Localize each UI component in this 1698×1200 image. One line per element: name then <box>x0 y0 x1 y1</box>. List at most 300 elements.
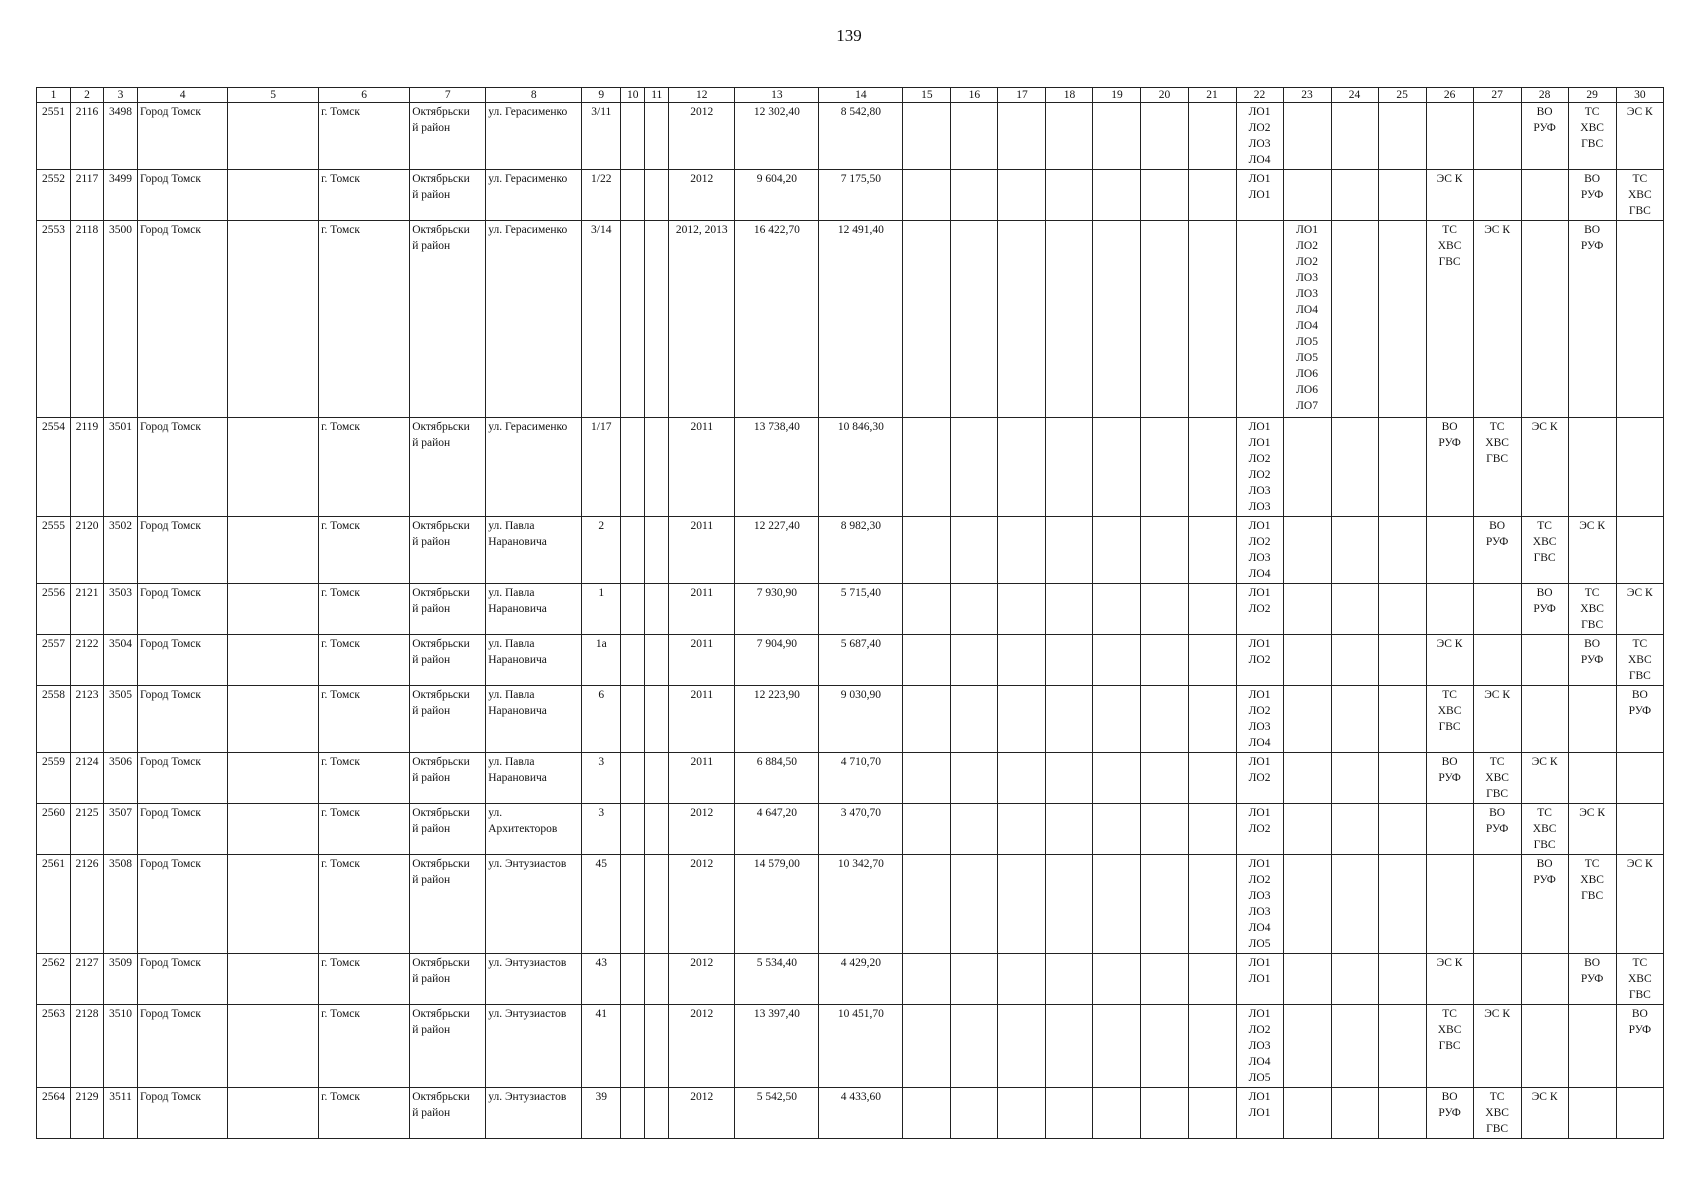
table-cell <box>621 418 645 517</box>
table-cell: ТС ХВС ГВС <box>1473 418 1521 517</box>
table-cell: Город Томск <box>138 517 228 584</box>
table-cell: Город Томск <box>138 954 228 1005</box>
table-cell <box>998 804 1046 855</box>
table-cell <box>951 517 998 584</box>
table-cell <box>1188 635 1236 686</box>
table-cell: ТС ХВС ГВС <box>1426 1005 1473 1088</box>
table-cell <box>228 635 319 686</box>
table-cell: ЛО1 ЛО2 ЛО3 ЛО4 <box>1236 103 1283 170</box>
table-cell <box>998 170 1046 221</box>
table-cell <box>1093 517 1141 584</box>
table-cell: Город Томск <box>138 855 228 954</box>
column-header: 6 <box>319 88 410 103</box>
table-cell <box>1283 753 1331 804</box>
table-cell <box>1283 170 1331 221</box>
table-cell: 6 <box>582 686 621 753</box>
table-cell: ЛО1 ЛО2 <box>1236 753 1283 804</box>
table-cell <box>1378 103 1426 170</box>
table-cell <box>228 517 319 584</box>
table-cell <box>1283 517 1331 584</box>
table-cell <box>1331 635 1378 686</box>
table-cell <box>1046 753 1093 804</box>
column-header: 11 <box>645 88 669 103</box>
table-cell: г. Томск <box>319 855 410 954</box>
table-cell: 12 491,40 <box>819 221 903 418</box>
table-cell <box>1141 1088 1188 1139</box>
table-cell: 43 <box>582 954 621 1005</box>
table-cell <box>1568 686 1616 753</box>
table-cell <box>1331 686 1378 753</box>
table-row <box>37 584 1664 635</box>
table-cell <box>645 221 669 418</box>
table-cell: 2012 <box>669 170 735 221</box>
table-cell: ул. Энтузиастов <box>486 855 582 954</box>
table-cell <box>1141 753 1188 804</box>
table-cell: ЭС К <box>1521 1088 1568 1139</box>
table-cell: г. Томск <box>319 517 410 584</box>
table-cell <box>998 418 1046 517</box>
table-cell <box>903 584 951 635</box>
table-cell: 2012 <box>669 103 735 170</box>
table-cell: Октябрьски й район <box>410 855 486 954</box>
table-cell: 5 542,50 <box>735 1088 819 1139</box>
table-cell: ВО РУФ <box>1426 418 1473 517</box>
table-cell <box>1616 753 1663 804</box>
table-cell <box>903 804 951 855</box>
table-cell <box>1046 855 1093 954</box>
table-cell <box>1331 753 1378 804</box>
table-cell: Город Томск <box>138 170 228 221</box>
table-row <box>37 804 1664 855</box>
table-cell <box>1331 855 1378 954</box>
table-cell: 3502 <box>104 517 138 584</box>
table-cell <box>1378 221 1426 418</box>
table-cell: 2011 <box>669 418 735 517</box>
table-cell <box>228 1088 319 1139</box>
table-cell: 2558 <box>37 686 71 753</box>
table-cell <box>645 804 669 855</box>
table-cell: Октябрьски й район <box>410 753 486 804</box>
table-cell: 2122 <box>71 635 104 686</box>
column-header: 16 <box>951 88 998 103</box>
column-header: 29 <box>1568 88 1616 103</box>
table-cell: ТС ХВС ГВС <box>1568 103 1616 170</box>
table-cell: 4 647,20 <box>735 804 819 855</box>
table-cell: 2554 <box>37 418 71 517</box>
table-cell <box>1473 584 1521 635</box>
table-cell: 8 982,30 <box>819 517 903 584</box>
table-cell <box>1378 686 1426 753</box>
table-cell: Октябрьски й район <box>410 584 486 635</box>
table-cell <box>621 517 645 584</box>
table-cell <box>1093 686 1141 753</box>
table-cell: 2118 <box>71 221 104 418</box>
table-cell: ВО РУФ <box>1568 954 1616 1005</box>
table-row <box>37 1005 1664 1088</box>
table-cell <box>1473 855 1521 954</box>
table-cell <box>1378 635 1426 686</box>
table-cell: г. Томск <box>319 584 410 635</box>
table-cell: 3/14 <box>582 221 621 418</box>
table-cell: Октябрьски й район <box>410 517 486 584</box>
table-cell <box>998 635 1046 686</box>
table-cell: ТС ХВС ГВС <box>1521 517 1568 584</box>
table-cell: 2560 <box>37 804 71 855</box>
table-cell: ЭС К <box>1426 954 1473 1005</box>
table-cell: 4 429,20 <box>819 954 903 1005</box>
table-cell <box>1188 1088 1236 1139</box>
table-cell: ул. Герасименко <box>486 170 582 221</box>
table-cell <box>998 954 1046 1005</box>
table-cell <box>1141 804 1188 855</box>
table-cell <box>998 753 1046 804</box>
table-row <box>37 418 1664 517</box>
table-cell <box>998 1088 1046 1139</box>
table-cell: Октябрьски й район <box>410 170 486 221</box>
column-header: 4 <box>138 88 228 103</box>
table-cell <box>645 954 669 1005</box>
table-cell <box>1283 804 1331 855</box>
table-cell: ЭС К <box>1521 753 1568 804</box>
column-header: 21 <box>1188 88 1236 103</box>
table-cell <box>951 753 998 804</box>
table-cell: 4 710,70 <box>819 753 903 804</box>
table-cell <box>1188 686 1236 753</box>
table-cell <box>1093 635 1141 686</box>
table-cell <box>1568 418 1616 517</box>
table-cell: 3 <box>582 753 621 804</box>
table-cell <box>1378 1088 1426 1139</box>
table-cell <box>1521 686 1568 753</box>
table-cell: ЭС К <box>1568 804 1616 855</box>
table-cell: 2119 <box>71 418 104 517</box>
table-cell: 41 <box>582 1005 621 1088</box>
table-cell: Октябрьски й район <box>410 418 486 517</box>
table-cell: г. Томск <box>319 686 410 753</box>
table-cell <box>1378 170 1426 221</box>
table-cell <box>1093 855 1141 954</box>
table-cell: Город Томск <box>138 1005 228 1088</box>
column-header: 7 <box>410 88 486 103</box>
table-cell <box>1093 221 1141 418</box>
table-cell <box>1521 635 1568 686</box>
table-cell <box>903 954 951 1005</box>
table-cell: ул. Павла Нарановича <box>486 686 582 753</box>
table-cell <box>1046 804 1093 855</box>
table-cell: г. Томск <box>319 804 410 855</box>
table-cell: 45 <box>582 855 621 954</box>
table-cell: ВО РУФ <box>1568 635 1616 686</box>
table-cell: 2128 <box>71 1005 104 1088</box>
table-cell <box>621 855 645 954</box>
table-cell: 12 223,90 <box>735 686 819 753</box>
table-cell: 2012 <box>669 954 735 1005</box>
table-cell: 2561 <box>37 855 71 954</box>
table-cell: 2117 <box>71 170 104 221</box>
table-cell: ЭС К <box>1568 517 1616 584</box>
table-cell <box>1283 103 1331 170</box>
table-cell: ВО РУФ <box>1521 855 1568 954</box>
table-cell: ЭС К <box>1616 855 1663 954</box>
table-cell: 2127 <box>71 954 104 1005</box>
table-cell: Октябрьски й район <box>410 221 486 418</box>
table-cell <box>645 170 669 221</box>
table-cell: ЛО1 ЛО2 ЛО3 ЛО3 ЛО4 ЛО5 <box>1236 855 1283 954</box>
table-cell: ЭС К <box>1473 686 1521 753</box>
table-row <box>37 855 1664 954</box>
table-cell: 2552 <box>37 170 71 221</box>
table-cell <box>1188 418 1236 517</box>
column-header: 2 <box>71 88 104 103</box>
table-cell <box>903 170 951 221</box>
table-cell: г. Томск <box>319 418 410 517</box>
table-cell <box>1236 221 1283 418</box>
table-cell <box>1188 221 1236 418</box>
table-cell <box>1141 517 1188 584</box>
table-cell: 3498 <box>104 103 138 170</box>
table-cell: ЭС К <box>1473 221 1521 418</box>
table-cell: 2 <box>582 517 621 584</box>
column-header: 24 <box>1331 88 1378 103</box>
table-cell <box>998 686 1046 753</box>
table-cell <box>1331 517 1378 584</box>
table-cell: 8 542,80 <box>819 103 903 170</box>
column-header: 9 <box>582 88 621 103</box>
table-cell <box>621 170 645 221</box>
table-cell: 2011 <box>669 584 735 635</box>
table-cell <box>1093 804 1141 855</box>
table-cell: ЛО1 ЛО1 ЛО2 ЛО2 ЛО3 ЛО3 <box>1236 418 1283 517</box>
table-cell: 2126 <box>71 855 104 954</box>
table-cell: 2556 <box>37 584 71 635</box>
table-cell <box>1378 418 1426 517</box>
table-cell <box>951 103 998 170</box>
table-cell <box>1283 635 1331 686</box>
table-cell <box>1568 753 1616 804</box>
table-cell <box>228 418 319 517</box>
table-cell: г. Томск <box>319 1088 410 1139</box>
table-cell <box>1188 855 1236 954</box>
column-header: 15 <box>903 88 951 103</box>
column-header: 10 <box>621 88 645 103</box>
table-cell <box>998 1005 1046 1088</box>
table-cell <box>1426 517 1473 584</box>
table-cell: ЛО1 ЛО1 <box>1236 954 1283 1005</box>
table-cell: 16 422,70 <box>735 221 819 418</box>
table-cell: ТС ХВС ГВС <box>1426 686 1473 753</box>
table-cell <box>1141 584 1188 635</box>
table-cell <box>1568 1005 1616 1088</box>
table-body <box>37 103 1664 1139</box>
table-cell <box>1188 1005 1236 1088</box>
table-cell: 2011 <box>669 635 735 686</box>
table-cell: 5 715,40 <box>819 584 903 635</box>
table-cell <box>951 855 998 954</box>
table-cell: 2557 <box>37 635 71 686</box>
table-cell <box>1331 954 1378 1005</box>
table-cell: ВО РУФ <box>1426 1088 1473 1139</box>
table-cell: Октябрьски й район <box>410 1088 486 1139</box>
table-cell: ТС ХВС ГВС <box>1473 753 1521 804</box>
table-cell: ЛО1 ЛО2 <box>1236 804 1283 855</box>
table-cell <box>228 804 319 855</box>
table-cell <box>1331 1088 1378 1139</box>
table-cell: ул. Герасименко <box>486 103 582 170</box>
table-cell: Город Томск <box>138 635 228 686</box>
table-cell: Октябрьски й район <box>410 635 486 686</box>
table-cell: 39 <box>582 1088 621 1139</box>
table-cell <box>1046 517 1093 584</box>
table-cell: ВО РУФ <box>1521 584 1568 635</box>
table-cell <box>1093 103 1141 170</box>
table-cell <box>1046 418 1093 517</box>
table-cell: г. Томск <box>319 753 410 804</box>
table-cell: Октябрьски й район <box>410 686 486 753</box>
table-cell <box>1141 170 1188 221</box>
table-cell: ул. Энтузиастов <box>486 1005 582 1088</box>
table-cell: Город Томск <box>138 686 228 753</box>
table-cell: 3510 <box>104 1005 138 1088</box>
table-cell: 5 534,40 <box>735 954 819 1005</box>
table-cell: ТС ХВС ГВС <box>1616 170 1663 221</box>
table-cell: ул. Павла Нарановича <box>486 584 582 635</box>
table-cell <box>903 517 951 584</box>
table-cell: 2564 <box>37 1088 71 1139</box>
table-cell: ЛО1 ЛО2 ЛО3 ЛО4 ЛО5 <box>1236 1005 1283 1088</box>
table-cell <box>903 221 951 418</box>
table-cell <box>998 855 1046 954</box>
table-cell: 3 470,70 <box>819 804 903 855</box>
table-cell <box>951 954 998 1005</box>
table-cell <box>1331 804 1378 855</box>
table-cell <box>903 686 951 753</box>
table-cell: 2551 <box>37 103 71 170</box>
table-cell <box>1426 103 1473 170</box>
table-cell: ЭС К <box>1521 418 1568 517</box>
table-cell: 4 433,60 <box>819 1088 903 1139</box>
table-cell <box>1046 686 1093 753</box>
table-cell <box>1378 584 1426 635</box>
table-cell: ВО РУФ <box>1616 1005 1663 1088</box>
table-cell: ул. Герасименко <box>486 418 582 517</box>
table-cell: 1 <box>582 584 621 635</box>
table-cell: Город Томск <box>138 103 228 170</box>
table-cell <box>1283 1088 1331 1139</box>
column-header: 20 <box>1141 88 1188 103</box>
table-cell: ВО РУФ <box>1521 103 1568 170</box>
table-cell: ТС ХВС ГВС <box>1568 855 1616 954</box>
table-cell: 2559 <box>37 753 71 804</box>
table-cell: 7 175,50 <box>819 170 903 221</box>
table-cell <box>1378 954 1426 1005</box>
table-cell <box>903 1088 951 1139</box>
table-cell <box>1616 517 1663 584</box>
table-cell: ВО РУФ <box>1568 221 1616 418</box>
table-cell: Город Томск <box>138 804 228 855</box>
column-header: 17 <box>998 88 1046 103</box>
table-cell <box>1188 103 1236 170</box>
table-cell: ул. Павла Нарановича <box>486 635 582 686</box>
table-cell <box>645 103 669 170</box>
table-row <box>37 635 1664 686</box>
table-cell <box>228 221 319 418</box>
table-cell: Город Томск <box>138 418 228 517</box>
table-cell <box>621 635 645 686</box>
table-cell: ул. Павла Нарановича <box>486 753 582 804</box>
table-row <box>37 517 1664 584</box>
table-cell: 3509 <box>104 954 138 1005</box>
table-cell <box>1141 954 1188 1005</box>
table-cell: 2125 <box>71 804 104 855</box>
table-cell <box>1093 170 1141 221</box>
table-cell <box>1141 103 1188 170</box>
table-cell: 7 930,90 <box>735 584 819 635</box>
table-cell <box>951 1005 998 1088</box>
table-cell <box>998 517 1046 584</box>
column-header: 13 <box>735 88 819 103</box>
column-header: 19 <box>1093 88 1141 103</box>
table-cell <box>1046 103 1093 170</box>
table-cell: 3504 <box>104 635 138 686</box>
table-cell <box>1331 103 1378 170</box>
table-cell: ЭС К <box>1426 635 1473 686</box>
table-cell: Октябрьски й район <box>410 954 486 1005</box>
table-cell <box>228 1005 319 1088</box>
table-cell <box>1093 954 1141 1005</box>
column-number-header-row <box>37 88 1664 103</box>
table-cell <box>1521 954 1568 1005</box>
table-cell <box>1331 584 1378 635</box>
table-cell <box>903 418 951 517</box>
table-cell <box>1426 584 1473 635</box>
table-cell <box>621 1088 645 1139</box>
table-cell: ТС ХВС ГВС <box>1568 584 1616 635</box>
table-row <box>37 170 1664 221</box>
table-cell: 2012 <box>669 1088 735 1139</box>
table-cell <box>621 686 645 753</box>
table-cell: 2012 <box>669 1005 735 1088</box>
table-cell: ЛО1 ЛО2 ЛО2 ЛО3 ЛО3 ЛО4 ЛО4 ЛО5 ЛО5 ЛО6 ЛО6 ЛО7 <box>1283 221 1331 418</box>
table-cell <box>1331 1005 1378 1088</box>
table-cell <box>1188 753 1236 804</box>
table-cell <box>1188 584 1236 635</box>
table-cell <box>951 584 998 635</box>
column-header: 28 <box>1521 88 1568 103</box>
table-cell: ЭС К <box>1473 1005 1521 1088</box>
table-cell <box>228 170 319 221</box>
table-cell <box>228 584 319 635</box>
table-cell: 10 342,70 <box>819 855 903 954</box>
table-cell <box>1378 517 1426 584</box>
table-cell: 13 738,40 <box>735 418 819 517</box>
table-cell: 2012 <box>669 804 735 855</box>
table-cell <box>1093 418 1141 517</box>
table-cell: 2562 <box>37 954 71 1005</box>
table-cell <box>228 753 319 804</box>
table-cell: г. Томск <box>319 221 410 418</box>
table-cell: г. Томск <box>319 103 410 170</box>
table-cell: Октябрьски й район <box>410 804 486 855</box>
table-cell: 12 227,40 <box>735 517 819 584</box>
table-cell <box>1283 1005 1331 1088</box>
table-cell <box>903 103 951 170</box>
table-cell: 14 579,00 <box>735 855 819 954</box>
table-cell <box>998 103 1046 170</box>
table-cell <box>645 686 669 753</box>
table-cell: 3501 <box>104 418 138 517</box>
table-cell <box>645 418 669 517</box>
table-cell <box>903 753 951 804</box>
